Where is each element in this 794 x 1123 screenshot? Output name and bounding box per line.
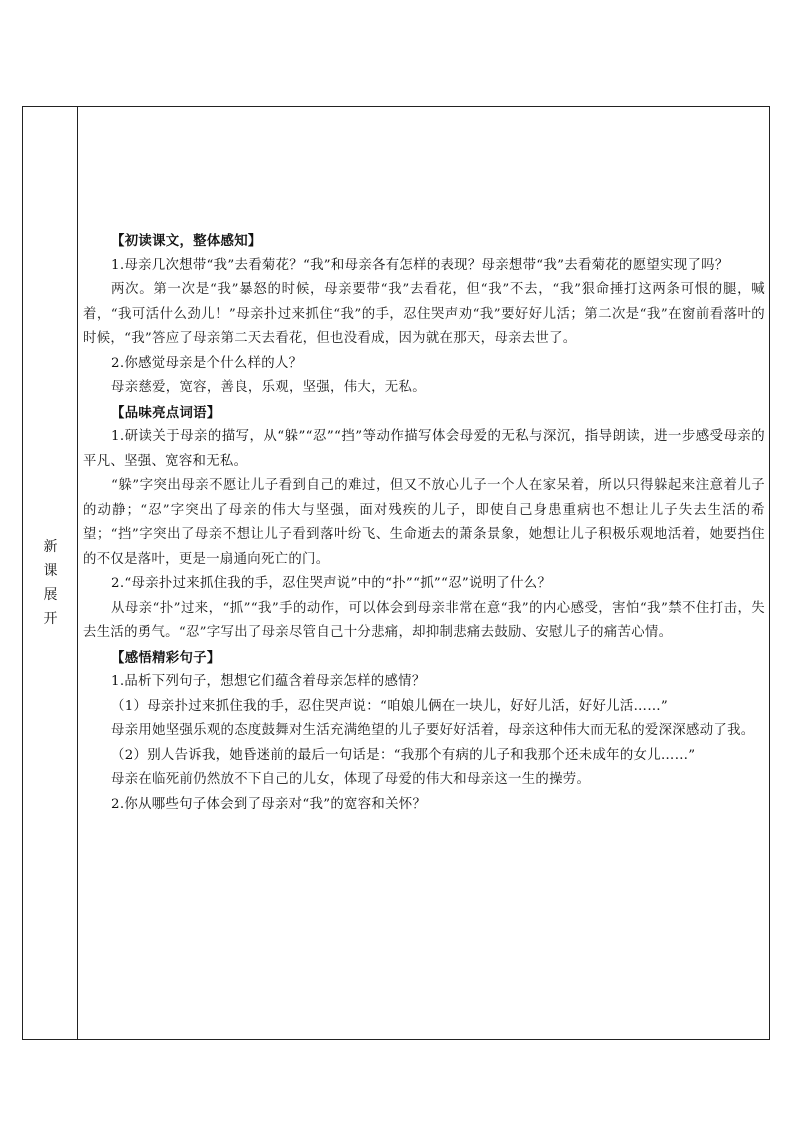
section-heading: 【品味亮点词语】 xyxy=(111,404,221,421)
question: 2.“母亲扑过来抓住我的手，忍住哭声说”中的“扑”“抓”“忍”说明了什么？ xyxy=(111,576,552,591)
answer: 两次。第一次是“我”暴怒的时候，母亲要带“我”去看花，但“我”不去，“我”狠命捶打这两条可恨的腿，喊着，“我可活什么劲儿！”母亲扑过来抓住“我”的手，忍住哭声劝“我”要好好儿活；第二次是“我”在窗前看落叶的时候，“我”答应了母亲第二天去看花，但也没看成，因为就在那天，母亲去世了。 xyxy=(83,282,765,346)
question: 1.研读关于母亲的描写，从“躲”“忍”“挡”等动作描写体会母爱的无私与深沉，指导朗读，进一步感受母亲的平凡、坚强、宽容和无私。 xyxy=(83,429,765,469)
question: （2）别人告诉我，她昏迷前的最后一句话是：“我那个有病的儿子和我那个还未成年的女儿……” xyxy=(111,747,696,763)
section-label-char: 开 xyxy=(43,611,58,627)
content-cell xyxy=(78,107,769,1039)
question: 2.你感觉母亲是个什么样的人？ xyxy=(111,355,303,371)
question: 1.品析下列句子，想想它们蕴含着母亲怎样的感情？ xyxy=(111,674,426,689)
section-label-char: 展 xyxy=(43,587,58,603)
answer: 母亲在临死前仍然放不下自己的儿女，体现了母爱的伟大和母亲这一生的操劳。 xyxy=(111,772,591,787)
section-label-cell xyxy=(23,107,78,1039)
section-heading: 【感悟精彩句子】 xyxy=(111,649,221,666)
section-label xyxy=(23,535,78,631)
answer: 从母亲“扑”过来，“抓”“我”手的动作，可以体会到母亲非常在意“我”的内心感受，害怕“我”禁不住打击，失去生活的勇气。“忍”字写出了母亲尽管自己十分悲痛，却抑制悲痛去鼓励、安慰儿子的痛苦心情。 xyxy=(83,600,765,640)
section-label-char: 课 xyxy=(43,563,58,579)
section-heading: 【初读课文，整体感知】 xyxy=(111,233,262,249)
question: （1）母亲扑过来抓住我的手，忍住哭声说：“咱娘儿俩在一块儿，好好儿活，好好儿活……” xyxy=(111,698,669,714)
question: 1.母亲几次想带“我”去看菊花？“我”和母亲各有怎样的表现？母亲想带“我”去看菊花的愿望实现了吗？ xyxy=(111,257,729,273)
answer: 母亲用她坚强乐观的态度鼓舞对生活充满绝望的儿子要好好活着，母亲这种伟大而无私的爱深深感动了我。 xyxy=(111,723,755,738)
answer: “躲”字突出母亲不愿让儿子看到自己的难过，但又不放心儿子一个人在家呆着，所以只得躲起来注意着儿子的动静；“忍”字突出了母亲的伟大与坚强，面对残疾的儿子，即使自己身患重病也不想让儿子失去生活的希望；“挡”字突出了母亲不想让儿子看到落叶纷飞、生命逝去的萧条景象，她想让儿子积极乐观地活着，她要挡住的不仅是落叶，更是一扇通向死亡的门。 xyxy=(83,478,765,567)
question: 2.你从哪些句子体会到了母亲对“我”的宽容和关怀？ xyxy=(111,796,427,812)
section-label-char: 新 xyxy=(43,539,58,555)
lesson-content xyxy=(83,229,765,817)
lesson-table xyxy=(22,106,770,1040)
answer: 母亲慈爱，宽容，善良，乐观，坚强，伟大，无私。 xyxy=(111,380,426,395)
